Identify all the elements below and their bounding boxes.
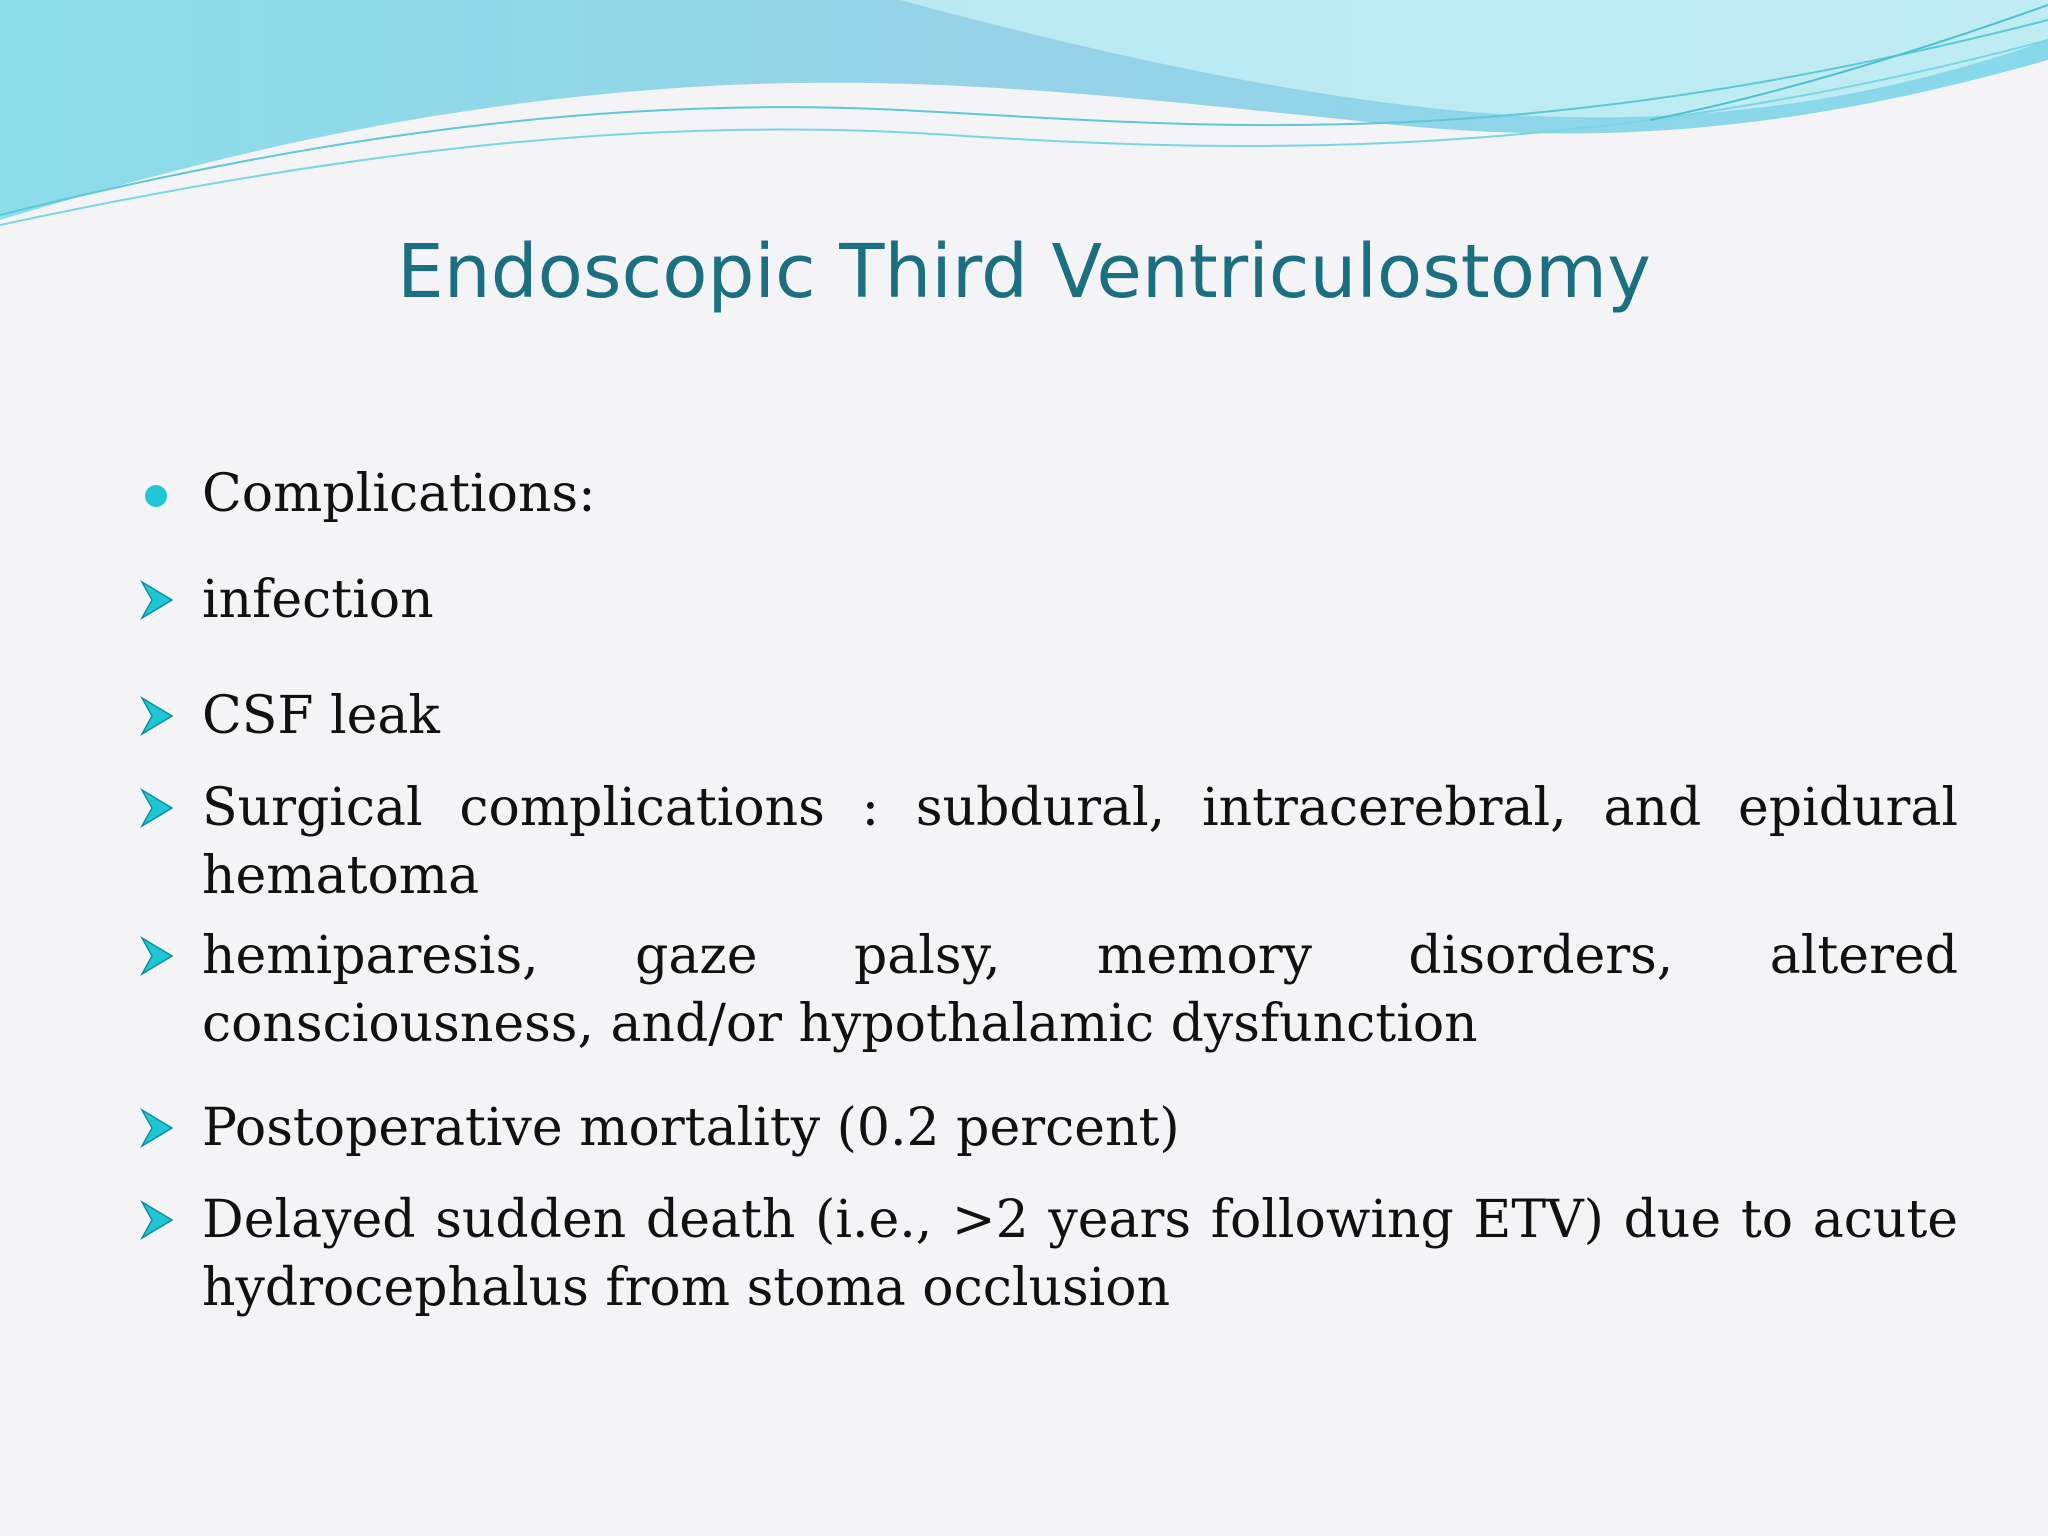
- list-item: [140, 1186, 1958, 1322]
- arrow-bullet-icon: [140, 566, 180, 634]
- list-item: [140, 922, 1958, 1058]
- list-item-heading: [140, 460, 1958, 528]
- list-item: [140, 566, 1958, 634]
- list-item-text: Delayed sudden death (i.e., >2 years following ETV) due to acute hydrocephalus from stoma occlusion: [202, 1190, 1958, 1318]
- list-item-text: Postoperative mortality (0.2 percent): [202, 1098, 1180, 1158]
- list-item-text: hemiparesis, gaze palsy, memory disorders, altered consciousness, and/or hypothalamic dysfunction: [202, 926, 1958, 1054]
- arrow-bullet-icon: [140, 1186, 180, 1254]
- arrow-bullet-icon: [140, 1094, 180, 1162]
- list-item-text: CSF leak: [202, 686, 440, 746]
- arrow-bullet-icon: [140, 774, 180, 842]
- list-item: [140, 682, 1958, 750]
- list-item-text: infection: [202, 570, 434, 630]
- list-item-text: Complications:: [202, 464, 596, 524]
- list-item-text: Surgical complications : subdural, intracerebral, and epidural hematoma: [202, 778, 1958, 906]
- slide-title: Endoscopic Third Ventriculostomy: [397, 229, 1651, 315]
- header-wave-decoration: [0, 0, 2048, 260]
- list-item: [140, 1094, 1958, 1162]
- bullet-list: [140, 460, 1958, 1322]
- list-item: [140, 774, 1958, 910]
- arrow-bullet-icon: [140, 922, 180, 990]
- arrow-bullet-icon: [140, 682, 180, 750]
- dot-bullet-icon: [140, 460, 180, 528]
